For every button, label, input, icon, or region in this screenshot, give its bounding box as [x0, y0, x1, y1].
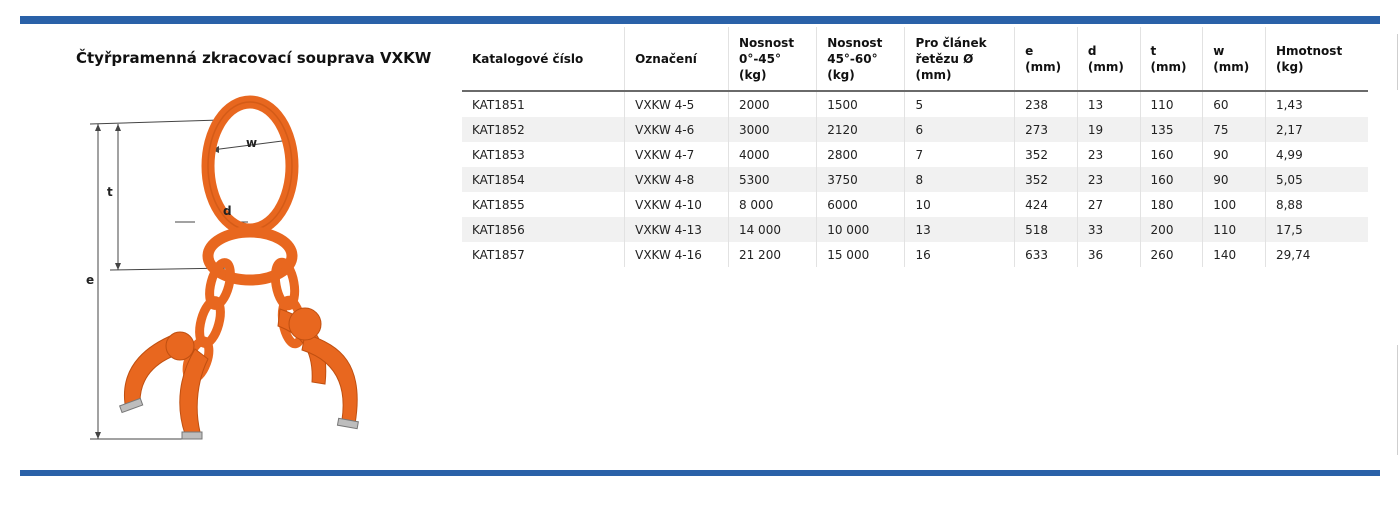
cell-catalog: KAT1854 [462, 167, 625, 192]
cell-weight: 17,5 [1265, 217, 1368, 242]
cell-designation: VXKW 4-8 [625, 167, 729, 192]
cell-chain-diameter: 8 [905, 167, 1015, 192]
cell-e: 633 [1015, 242, 1078, 267]
cell-w: 90 [1203, 167, 1266, 192]
column-header-t: t (mm) [1140, 27, 1203, 91]
cell-t: 135 [1140, 117, 1203, 142]
cell-load-0-45: 4000 [728, 142, 816, 167]
cell-load-0-45: 5300 [728, 167, 816, 192]
cell-w: 100 [1203, 192, 1266, 217]
dimension-label-e: e [86, 273, 95, 287]
table-row [462, 242, 1368, 267]
dimension-label-d: d [223, 204, 232, 218]
cell-e: 273 [1015, 117, 1078, 142]
cell-designation: VXKW 4-16 [625, 242, 729, 267]
cell-w: 110 [1203, 217, 1266, 242]
edge-divider [1397, 34, 1398, 90]
cell-t: 160 [1140, 167, 1203, 192]
cell-catalog: KAT1852 [462, 117, 625, 142]
cell-load-45-60: 10 000 [817, 217, 905, 242]
cell-e: 352 [1015, 167, 1078, 192]
cell-e: 518 [1015, 217, 1078, 242]
cell-chain-diameter: 6 [905, 117, 1015, 142]
cell-e: 424 [1015, 192, 1078, 217]
bottom-accent-bar [20, 470, 1380, 476]
product-title: Čtyřpramenná zkracovací souprava VXKW [76, 49, 432, 67]
cell-chain-diameter: 5 [905, 91, 1015, 117]
cell-catalog: KAT1857 [472, 247, 525, 262]
column-header-weight: Hmotnost (kg) [1265, 27, 1368, 91]
cell-load-0-45: 3000 [728, 117, 816, 142]
column-header-designation: Označení [625, 27, 729, 91]
column-header-w: w (mm) [1203, 27, 1266, 91]
cell-catalog: KAT1851 [472, 97, 525, 112]
cell-load-45-60: 3750 [817, 167, 905, 192]
table-row [462, 142, 1368, 167]
dimension-label-t: t [107, 185, 113, 199]
cell-d: 23 [1077, 142, 1140, 167]
cell-d: 27 [1077, 192, 1140, 217]
cell-weight: 4,99 [1265, 142, 1368, 167]
cell-catalog: KAT1853 [472, 147, 525, 162]
cell-t: 180 [1140, 192, 1203, 217]
cell-d: 36 [1077, 242, 1140, 267]
table-row [462, 91, 1368, 117]
cell-d: 23 [1077, 167, 1140, 192]
cell-e: 238 [1015, 91, 1078, 117]
column-header-d: d (mm) [1077, 27, 1140, 91]
cell-t: 200 [1140, 217, 1203, 242]
table-header-row [462, 27, 1368, 91]
cell-w: 140 [1203, 242, 1266, 267]
product-illustration [80, 84, 380, 454]
cell-designation: VXKW 4-13 [625, 217, 729, 242]
cell-load-45-60: 1500 [817, 91, 905, 117]
cell-catalog: KAT1855 [472, 197, 525, 212]
cell-d: 19 [1077, 117, 1140, 142]
cell-t: 110 [1140, 91, 1203, 117]
spec-table [462, 27, 1368, 267]
cell-load-45-60: 2800 [817, 142, 905, 167]
cell-load-0-45: 14 000 [728, 217, 816, 242]
cell-designation: VXKW 4-10 [625, 192, 729, 217]
cell-weight: 8,88 [1265, 192, 1368, 217]
hook-pins [120, 398, 359, 439]
cell-weight: 5,05 [1265, 167, 1368, 192]
cell-catalog: KAT1856 [462, 217, 625, 242]
cell-chain-diameter: 7 [905, 142, 1015, 167]
table-row [462, 192, 1368, 217]
edge-divider [1397, 345, 1398, 455]
cell-load-0-45: 8 000 [728, 192, 816, 217]
cell-load-45-60: 6000 [817, 192, 905, 217]
cell-w: 75 [1203, 117, 1266, 142]
column-header-load-0-45: Nosnost 0°-45° (kg) [728, 27, 816, 91]
cell-designation: VXKW 4-6 [625, 117, 729, 142]
column-header-chain-diameter: Pro článek řetězu Ø (mm) [905, 27, 1015, 91]
column-header-e: e (mm) [1015, 27, 1078, 91]
cell-t: 160 [1140, 142, 1203, 167]
column-header-catalog: Katalogové číslo [462, 27, 625, 91]
table-row [462, 217, 1368, 242]
cell-load-0-45: 2000 [728, 91, 816, 117]
cell-weight: 2,17 [1265, 117, 1368, 142]
cell-load-45-60: 15 000 [817, 242, 905, 267]
cell-designation: VXKW 4-5 [625, 91, 729, 117]
cell-d: 13 [1077, 91, 1140, 117]
cell-weight: 29,74 [1265, 242, 1368, 267]
cell-d: 33 [1077, 217, 1140, 242]
cell-load-0-45: 21 200 [728, 242, 816, 267]
cell-chain-diameter: 16 [905, 242, 1015, 267]
hooks [124, 308, 357, 434]
dimension-label-w: w [246, 136, 258, 150]
top-accent-bar [20, 16, 1380, 24]
table-row [462, 117, 1368, 142]
cell-weight: 1,43 [1265, 91, 1368, 117]
cell-w: 90 [1203, 142, 1266, 167]
column-header-load-45-60: Nosnost 45°-60° (kg) [817, 27, 905, 91]
cell-chain-diameter: 13 [905, 217, 1015, 242]
cell-load-45-60: 2120 [817, 117, 905, 142]
cell-t: 260 [1140, 242, 1203, 267]
cell-e: 352 [1015, 142, 1078, 167]
cell-chain-diameter: 10 [905, 192, 1015, 217]
cell-designation: VXKW 4-7 [625, 142, 729, 167]
cell-w: 60 [1203, 91, 1266, 117]
table-row [462, 167, 1368, 192]
